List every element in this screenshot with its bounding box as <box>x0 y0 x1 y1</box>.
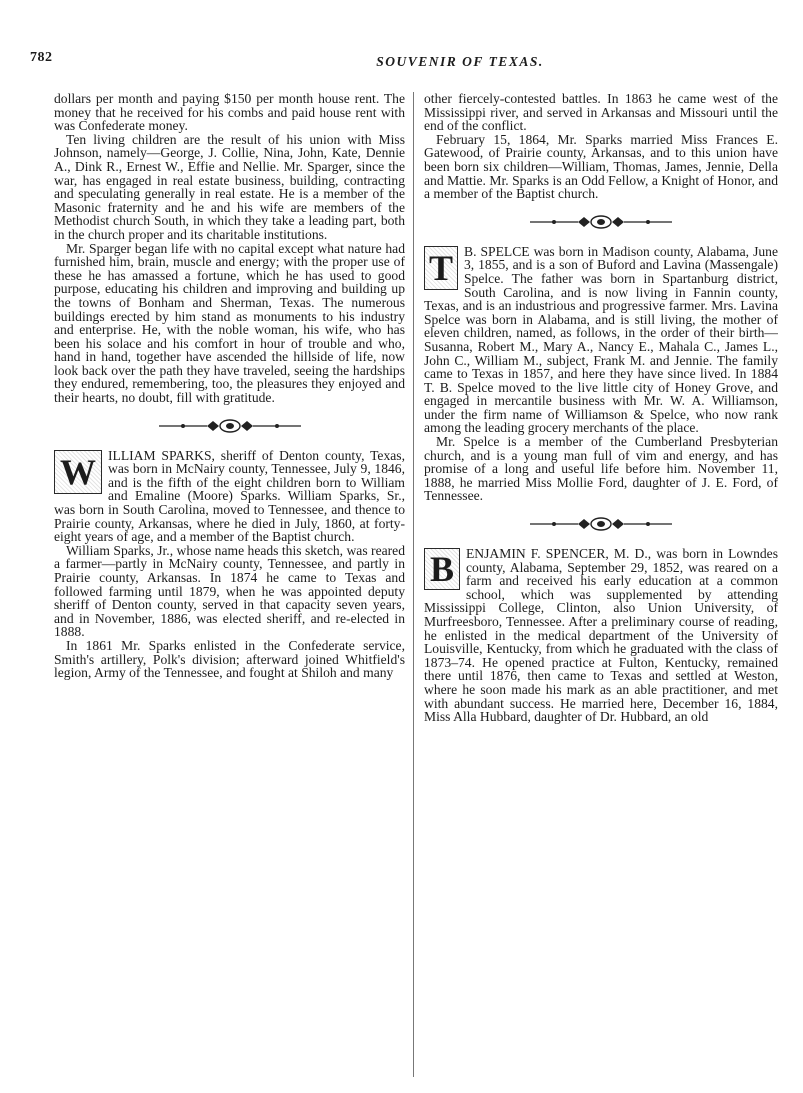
paragraph: William Sparks, Jr., whose name heads this sketch, was reared a farmer—partly in McNairy county, Tennessee, and partly in Prairie county, Arkansas. In 1874 he came to Texas and followed farming until 1879, when he was appointed deputy sheriff of Denton county, served in that capacity seven years, and in November, 1886, was elected sheriff, and re-elected in 1888. <box>54 542 405 640</box>
spelce-lead-text: B. SPELCE was born in Madison county, Alabama, June 3, 1855, and is a son of Buford and Lavina (Massengale) Spelce. The father was born in Spartanburg district, South Carolina, and is now living in Fannin county, Texas, and is an industrious and progressive farmer. Mrs. Lavina Spelce was born in Alabama, and is still living, the mother of eleven children, named, as follows, in the order of their birth—Susanna, Robert M., Mary A., Nancy E., Mahala C., James L., John C., William M., subject, Frank M. and Jennie. The family came to Texas in 1857, and here they have since lived. In 1884 T. B. Spelce moved to the live little city of Honey Grove, and engaged in mercantile business with Mr. W. A. Williamson, under the firm name of Williamson & Spelce, who now rank among the leading grocery merchants of the place. <box>424 243 778 436</box>
paragraph: February 15, 1864, Mr. Sparks married Miss Frances E. Gatewood, of Prairie county, Arkansas, and to this union have been born six children—William, Thomas, James, Jennie, Della and Mattie. Mr. Sparks is an Odd Fellow, a Knight of Honor, and a member of the Baptist church. <box>424 131 778 202</box>
running-head: SOUVENIR OF TEXAS. <box>376 54 544 69</box>
sparks-lead-text: ILLIAM SPARKS, sheriff of Denton county, Texas, was born in McNairy county, Tennessee, July 9, 1846, and is the fifth of the eight children born to William and Emaline (Moore) Sparks. William Sparks, Sr., was born in South Carolina, moved to Tennessee, and thence to Prairie county, Arkansas, where he died in July, 1860, at forty-eight years of age, and a member of the Baptist church. <box>54 447 405 545</box>
section-ornament <box>54 415 405 437</box>
column-divider <box>413 92 414 1077</box>
section-ornament <box>424 211 778 233</box>
paragraph: Mr. Sparger began life with no capital except what nature had furnished him, brain, muscle and energy; with the proper use of these he has amassed a fortune, which he has used to good purpose, educating his children and improving and building up the towns of Bonham and Sherman, Texas. The numerous buildings erected by him stand as monuments to his industry and enterprise. He, with the noble woman, his wife, who has been his solace and his comfort in hour of trouble and who, hand in hand, together have ascended the hillside of life, now look back over the path they have traveled, seeing the hardships they endured, remembering, too, the pleasures they enjoyed and their hearts, no doubt, fill with gratitude. <box>54 240 405 406</box>
drop-cap-t: T <box>424 246 458 290</box>
spencer-lead-text: ENJAMIN F. SPENCER, M. D., was born in Lowndes county, Alabama, September 29, 1852, was reared on a farm and received his early education at a common school, which was supplemented by attending Mississippi College, Clinton, also Union University, of Murfreesboro, Tennessee. After a preliminary course of reading, he enlisted in the medical department of the University of Louisville, Kentucky, from which he graduated with the class of 1873–74. He opened practice at Fulton, Kentucky, remained there until 1876, then came to Texas and settled at Weston, where he soon made his mark as an able practitioner, and met with abundant success. He married here, December 16, 1884, Miss Alla Hubbard, daughter of Dr. Hubbard, an old <box>424 546 778 725</box>
spelce-sketch-lead <box>424 245 778 435</box>
drop-cap-b: B <box>424 548 460 590</box>
section-ornament <box>424 513 778 535</box>
right-column <box>424 92 778 1082</box>
paragraph: other fiercely-contested battles. In 1863 he came west of the Mississippi river, and served in Arkansas and Missouri until the end of the conflict. <box>424 92 778 134</box>
drop-cap-w: W <box>54 450 102 494</box>
paragraph: Mr. Spelce is a member of the Cumberland Presbyterian church, and is a young man full of vim and energy, and has promise of a long and useful life before him. November 11, 1888, he married Miss Mollie Ford, daughter of J. E. Ford, of Tennessee. <box>424 434 778 504</box>
left-column <box>54 92 405 1082</box>
paragraph: Ten living children are the result of his union with Miss Johnson, namely—George, J. Collie, Nina, John, Kate, Dennie A., Dink R., Ernest W., Effie and Nellie. Mr. Sparger, since the war, has engaged in real estate business, building, contracting and speculating generally in real estate. He is a member of the Masonic fraternity and he and his wife are members of the Methodist church South, in which they take a leading part, both in the church proper and its charitable institutions. <box>54 131 405 242</box>
paragraph: In 1861 Mr. Sparks enlisted in the Confederate service, Smith's artillery, Polk's division; afterward joined Whitfield's legion, Army of the Tennessee, and fought at Shiloh and many <box>54 637 405 681</box>
sparks-sketch-lead <box>54 449 405 544</box>
spencer-sketch-lead <box>424 547 778 724</box>
page-number: 782 <box>30 50 53 65</box>
paragraph: dollars per month and paying $150 per month house rent. The money that he received for his combs and paid house rent with was Confederate money. <box>54 92 405 134</box>
